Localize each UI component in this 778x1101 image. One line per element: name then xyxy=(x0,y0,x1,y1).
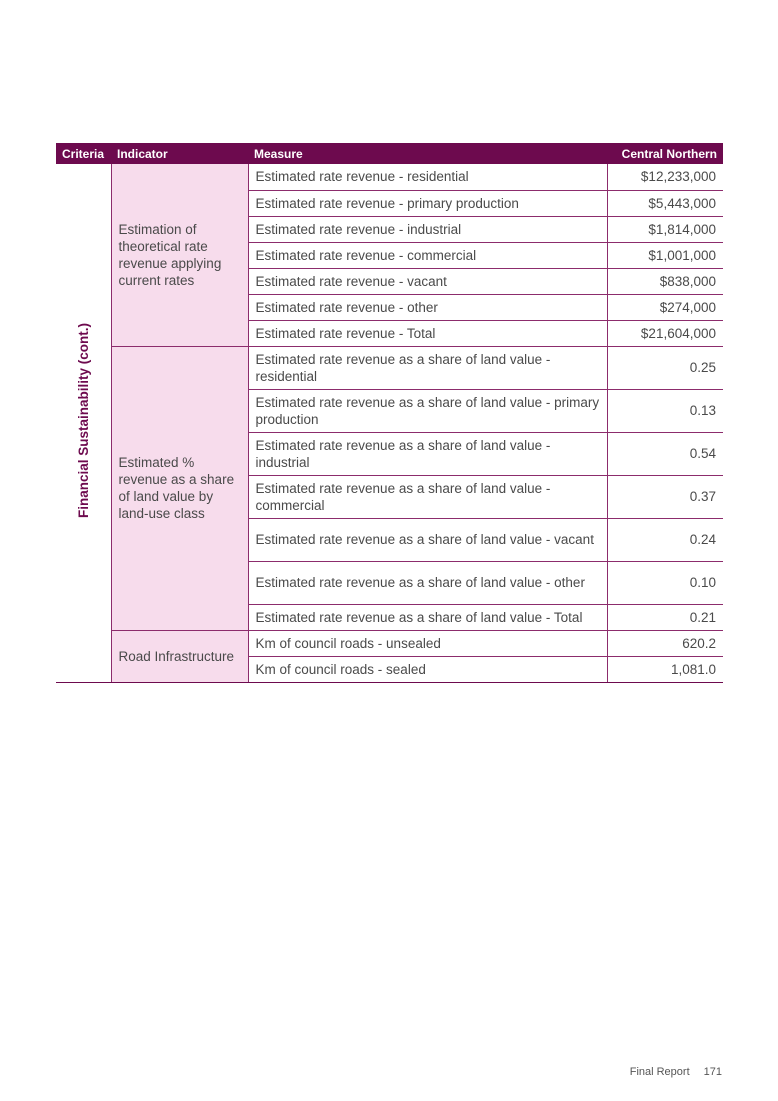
header-indicator: Indicator xyxy=(111,143,248,164)
page-footer xyxy=(630,1066,722,1078)
indicator-cell: Estimation of theoretical rate revenue applying current rates xyxy=(111,164,248,346)
value-cell: $274,000 xyxy=(607,294,723,320)
criteria-label: Financial Sustainability (cont.) xyxy=(75,323,91,519)
measure-cell: Estimated rate revenue - primary production xyxy=(248,190,607,216)
value-cell: 620.2 xyxy=(607,630,723,656)
value-cell: $12,233,000 xyxy=(607,164,723,190)
measure-cell: Km of council roads - sealed xyxy=(248,656,607,682)
measure-cell: Estimated rate revenue as a share of land value - vacant xyxy=(248,518,607,561)
measure-cell: Estimated rate revenue as a share of land value - primary production xyxy=(248,389,607,432)
value-cell: $1,001,000 xyxy=(607,242,723,268)
indicator-cell: Road Infrastructure xyxy=(111,630,248,682)
measure-cell: Estimated rate revenue - residential xyxy=(248,164,607,190)
table-row xyxy=(56,630,723,656)
header-criteria: Criteria xyxy=(56,143,111,164)
measure-cell: Estimated rate revenue as a share of land value - residential xyxy=(248,346,607,389)
measure-cell: Estimated rate revenue as a share of land value - commercial xyxy=(248,475,607,518)
value-cell: $838,000 xyxy=(607,268,723,294)
measure-cell: Estimated rate revenue - commercial xyxy=(248,242,607,268)
indicator-cell: Estimated % revenue as a share of land value by land-use class xyxy=(111,346,248,630)
value-cell: 0.54 xyxy=(607,432,723,475)
measure-cell: Estimated rate revenue - Total xyxy=(248,320,607,346)
measure-cell: Estimated rate revenue as a share of land value - Total xyxy=(248,604,607,630)
table-header-row xyxy=(56,143,723,164)
value-cell: $21,604,000 xyxy=(607,320,723,346)
value-cell: 0.24 xyxy=(607,518,723,561)
value-cell: 0.25 xyxy=(607,346,723,389)
value-cell: 1,081.0 xyxy=(607,656,723,682)
value-cell: 0.10 xyxy=(607,561,723,604)
measure-cell: Km of council roads - unsealed xyxy=(248,630,607,656)
measure-cell: Estimated rate revenue - industrial xyxy=(248,216,607,242)
value-cell: $5,443,000 xyxy=(607,190,723,216)
value-cell: 0.21 xyxy=(607,604,723,630)
measure-cell: Estimated rate revenue as a share of land value - industrial xyxy=(248,432,607,475)
data-table xyxy=(56,143,723,683)
criteria-cell xyxy=(56,164,111,682)
value-cell: 0.13 xyxy=(607,389,723,432)
measure-cell: Estimated rate revenue - other xyxy=(248,294,607,320)
value-cell: 0.37 xyxy=(607,475,723,518)
header-central-northern: Central Northern xyxy=(607,143,723,164)
measure-cell: Estimated rate revenue as a share of land value - other xyxy=(248,561,607,604)
header-measure: Measure xyxy=(248,143,607,164)
measure-cell: Estimated rate revenue - vacant xyxy=(248,268,607,294)
value-cell: $1,814,000 xyxy=(607,216,723,242)
table-row xyxy=(56,346,723,389)
table-row xyxy=(56,164,723,190)
footer-title: Final Report xyxy=(629,1066,690,1078)
page-number: 171 xyxy=(703,1066,722,1078)
